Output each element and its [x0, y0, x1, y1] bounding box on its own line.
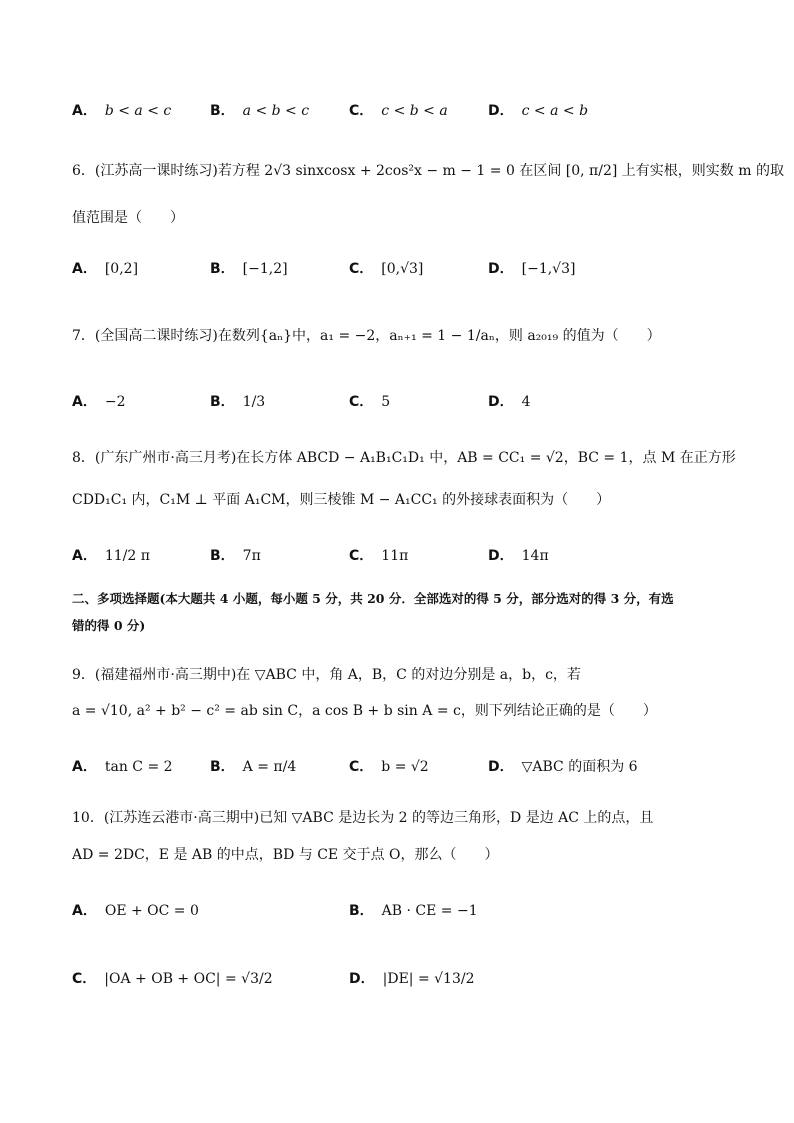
option-text: tan C = 2 [104, 759, 173, 775]
option-label: A． [72, 903, 97, 919]
q8-option-b [210, 545, 261, 567]
q9-stem-line2: a = √10, a² + b² − c² = ab sin C，a cos B + b sin A = c，则下列结论正确的是（ ） [72, 703, 657, 719]
q9-option-a [72, 756, 173, 778]
option-text: |DE| = √13/2 [382, 971, 475, 987]
q9-option-d [488, 756, 638, 778]
option-label: B． [210, 103, 235, 119]
q10-option-d [349, 968, 475, 990]
q8-option-d [488, 545, 549, 567]
section-header-line1: 二、多项选择题(本大题共 4 小题，每小题 5 分，共 20 分．全部选对的得 5 分，部分选对的得 3 分，有选 [72, 591, 674, 606]
option-text: −2 [104, 394, 126, 410]
option-label: C． [349, 103, 374, 119]
q6-stem-line2: 值范围是（ ） [72, 210, 184, 226]
q7-option-a [72, 391, 125, 413]
section-header-line2: 错的得 0 分) [72, 618, 146, 633]
option-text: OE + OC = 0 [104, 903, 199, 919]
option-label: A． [72, 759, 97, 775]
q8-option-c [349, 545, 408, 567]
option-label: B． [210, 759, 235, 775]
option-label: B． [210, 394, 235, 410]
option-label: C． [72, 971, 97, 987]
option-text: 11/2 π [104, 548, 150, 564]
q6-stem-line1: 6．(江苏高一课时练习)若方程 2√3 sinxcosx + 2cos²x − m − 1 = 0 在区间 [0, π/2] 上有实根，则实数 m 的取 [72, 163, 784, 179]
option-text: A = π/4 [242, 759, 297, 775]
option-text: AB · CE = −1 [381, 903, 478, 919]
q8-option-a [72, 545, 150, 567]
option-text: 14π [521, 548, 549, 564]
q10-option-b [349, 900, 478, 922]
option-text: c < b < a [381, 103, 448, 119]
q6-option-c [349, 258, 423, 280]
option-text: a < b < c [242, 103, 310, 119]
q10-option-a [72, 900, 199, 922]
option-label: C． [349, 548, 374, 564]
q6-option-d [488, 258, 575, 280]
q10-stem-line2: AD = 2DC，E 是 AB 的中点，BD 与 CE 交于点 O，那么（ ） [72, 847, 499, 863]
q7-stem: 7．(全国高二课时练习)在数列{aₙ}中，a₁ = −2，aₙ₊₁ = 1 − 1/aₙ，则 a₂₀₁₉ 的值为（ ） [72, 328, 661, 344]
q5-option-d [488, 100, 588, 122]
option-label: A． [72, 394, 97, 410]
option-text: [−1,√3] [521, 261, 576, 277]
option-text: c < a < b [521, 103, 589, 119]
option-text: |OA + OB + OC| = √3/2 [104, 971, 273, 987]
q6-option-a [72, 258, 138, 280]
option-label: C． [349, 394, 374, 410]
option-text: 1/3 [242, 394, 266, 410]
option-label: B． [210, 548, 235, 564]
q8-stem-line2: CDD₁C₁ 内，C₁M ⊥ 平面 A₁CM，则三棱锥 M − A₁CC₁ 的外接球表面积为（ ） [72, 492, 611, 508]
option-label: B． [210, 261, 235, 277]
option-label: D． [488, 548, 514, 564]
option-text: 7π [242, 548, 261, 564]
option-label: D． [349, 971, 375, 987]
q9-option-b [210, 756, 296, 778]
q9-stem-line1: 9．(福建福州市·高三期中)在 ▽ABC 中，角 A，B，C 的对边分别是 a，b，c，若 [72, 667, 581, 683]
option-text: [−1,2] [242, 261, 288, 277]
option-label: D． [488, 261, 514, 277]
option-text: [0,√3] [381, 261, 424, 277]
q10-option-c [72, 968, 273, 990]
option-label: D． [488, 103, 514, 119]
q5-option-b [210, 100, 309, 122]
q10-stem-line1: 10．(江苏连云港市·高三期中)已知 ▽ABC 是边长为 2 的等边三角形，D 是边 AC 上的点，且 [72, 810, 654, 826]
option-text: 11π [381, 548, 409, 564]
q7-option-b [210, 391, 265, 413]
q6-option-b [210, 258, 288, 280]
option-text: b < a < c [104, 103, 172, 119]
q5-option-c [349, 100, 448, 122]
q9-option-c [349, 756, 429, 778]
option-label: A． [72, 548, 97, 564]
option-text: 4 [521, 394, 531, 410]
option-label: A． [72, 103, 97, 119]
option-text: 5 [381, 394, 391, 410]
q7-option-c [349, 391, 390, 413]
option-text: b = √2 [381, 759, 429, 775]
q5-option-a [72, 100, 171, 122]
option-label: D． [488, 394, 514, 410]
option-text: ▽ABC 的面积为 6 [521, 759, 638, 775]
option-label: B． [349, 903, 374, 919]
option-text: [0,2] [104, 261, 139, 277]
option-label: A． [72, 261, 97, 277]
option-label: C． [349, 261, 374, 277]
q8-stem-line1: 8．(广东广州市·高三月考)在长方体 ABCD − A₁B₁C₁D₁ 中，AB = CC₁ = √2，BC = 1，点 M 在正方形 [72, 450, 736, 466]
option-label: C． [349, 759, 374, 775]
q7-option-d [488, 391, 531, 413]
option-label: D． [488, 759, 514, 775]
